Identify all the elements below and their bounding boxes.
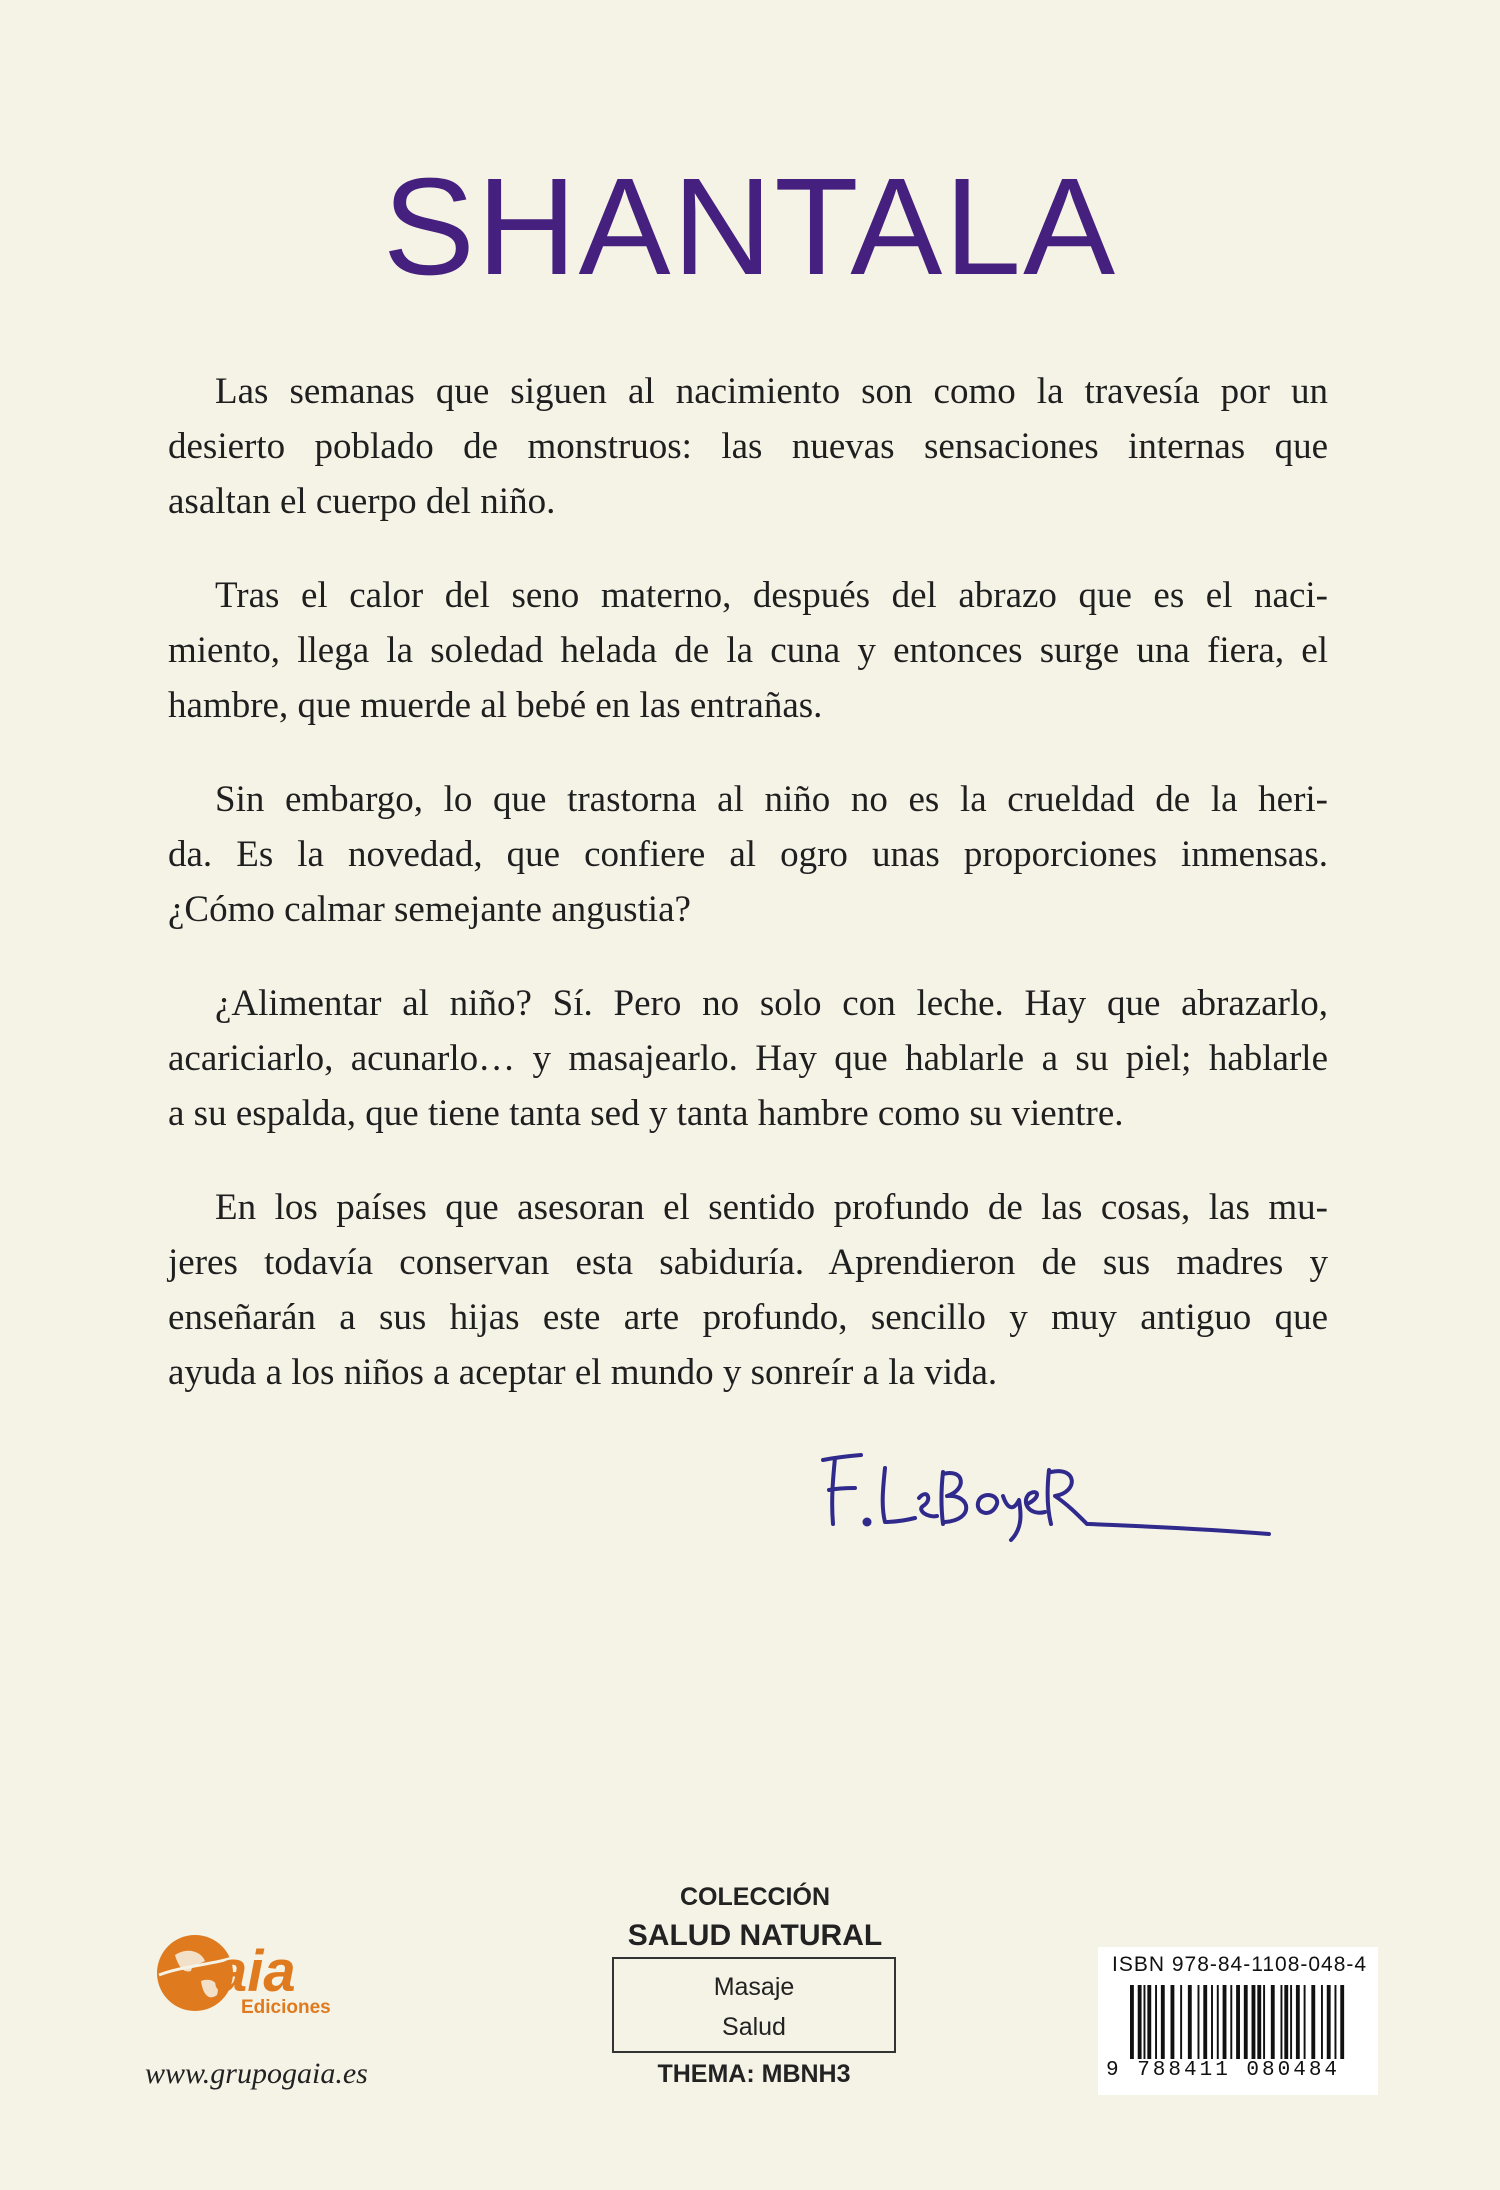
barcode-bar	[1236, 1985, 1240, 2059]
barcode-bar	[1252, 1985, 1256, 2059]
barcode-bar	[1161, 1985, 1165, 2059]
text-line: Las semanas que siguen al nacimiento son como la travesía por un	[215, 371, 1328, 412]
barcode-bar	[1244, 1985, 1248, 2059]
text-line: acariciarlo, acunarlo… y masajearlo. Hay que hablarle a su piel; hablarle	[168, 1038, 1328, 1079]
barcode-bar	[1223, 1985, 1227, 2059]
paragraph	[168, 568, 1328, 733]
barcode-bar	[1290, 1985, 1292, 2059]
text-line: enseñarán a sus hijas este arte profundo, sencillo y muy antiguo que	[168, 1297, 1328, 1338]
paragraph	[168, 1180, 1328, 1400]
barcode-bar	[1340, 1985, 1344, 2059]
barcode	[1130, 1985, 1350, 2059]
isbn-barcode-block	[1098, 1947, 1378, 2095]
barcode-bar	[1180, 1985, 1182, 2059]
collection-label: COLECCIÓN	[680, 1883, 830, 1911]
text-line: a su espalda, que tiene tanta sed y tanta hambre como su vientre.	[168, 1093, 1124, 1134]
text-line: ¿Alimentar al niño? Sí. Pero no solo con leche. Hay que abrazarlo,	[215, 983, 1328, 1024]
text-line: ¿Cómo calmar semejante angustia?	[168, 889, 691, 930]
barcode-number: 9 788411 080484	[1106, 2059, 1341, 2082]
category-item: Masaje	[713, 1973, 795, 2001]
text-line: da. Es la novedad, que confiere al ogro unas proporciones inmensas.	[168, 834, 1328, 875]
text-line: Tras el calor del seno materno, después del abrazo que es el naci-	[215, 575, 1328, 616]
author-signature	[815, 1438, 1275, 1548]
barcode-bar	[1171, 1985, 1175, 2059]
barcode-bar	[1138, 1985, 1142, 2059]
text-line: ayuda a los niños a aceptar el mundo y sonreír a la vida.	[168, 1352, 998, 1393]
barcode-bar	[1188, 1985, 1192, 2059]
text-line: Sin embargo, lo que trastorna al niño no es la crueldad de la heri-	[215, 779, 1328, 820]
text-line: miento, llega la soledad helada de la cuna y entonces surge una fiera, el	[168, 630, 1328, 671]
category-item: Salud	[722, 2013, 786, 2041]
collection-heading	[615, 1878, 895, 1956]
barcode-bar	[1263, 1985, 1265, 2059]
barcode-bar	[1296, 1985, 1300, 2059]
barcode-bar	[1311, 1985, 1315, 2059]
barcode-bar	[1304, 1985, 1306, 2059]
text-line: desierto poblado de monstruos: las nuevas sensaciones internas que	[168, 426, 1328, 467]
barcode-bar	[1147, 1985, 1151, 2059]
svg-text:Ediciones: Ediciones	[241, 1997, 331, 2018]
barcode-bar	[1155, 1985, 1157, 2059]
text-line: hambre, que muerde al bebé en las entrañas.	[168, 685, 823, 726]
barcode-bar	[1198, 1985, 1200, 2059]
text-line: jeres todavía conservan esta sabiduría. Aprendieron de sus madres y	[168, 1242, 1328, 1283]
barcode-bar	[1144, 1985, 1146, 2059]
isbn-label: ISBN 978-84-1108-048-4	[1112, 1953, 1368, 1976]
barcode-bar	[1335, 1985, 1337, 2059]
text-line: asaltan el cuerpo del niño.	[168, 481, 556, 522]
svg-text:aia: aia	[215, 1939, 296, 2004]
thema-code: THEMA: MBNH3	[657, 2060, 851, 2088]
paragraph	[168, 976, 1328, 1141]
barcode-bar	[1211, 1985, 1213, 2059]
barcode-bar	[1230, 1985, 1232, 2059]
publisher-url: www.grupogaia.es	[145, 2057, 368, 2090]
barcode-bar	[1130, 1985, 1134, 2059]
book-title: SHANTALA	[382, 150, 1118, 304]
barcode-bar	[1203, 1985, 1207, 2059]
barcode-bar	[1280, 1985, 1282, 2059]
category-box	[612, 1957, 896, 2053]
barcode-bar	[1257, 1985, 1261, 2059]
paragraph	[168, 364, 1328, 529]
barcode-bar	[1284, 1985, 1288, 2059]
gaia-ediciones-logo	[145, 1925, 415, 2025]
back-cover-text	[168, 364, 1328, 1439]
collection-name: SALUD NATURAL	[627, 1919, 883, 1952]
barcode-bar	[1217, 1985, 1219, 2059]
paragraph	[168, 772, 1328, 937]
barcode-bar	[1321, 1985, 1323, 2059]
text-line: En los países que asesoran el sentido profundo de las cosas, las mu-	[215, 1187, 1328, 1228]
barcode-bar	[1271, 1985, 1275, 2059]
barcode-bar	[1327, 1985, 1331, 2059]
